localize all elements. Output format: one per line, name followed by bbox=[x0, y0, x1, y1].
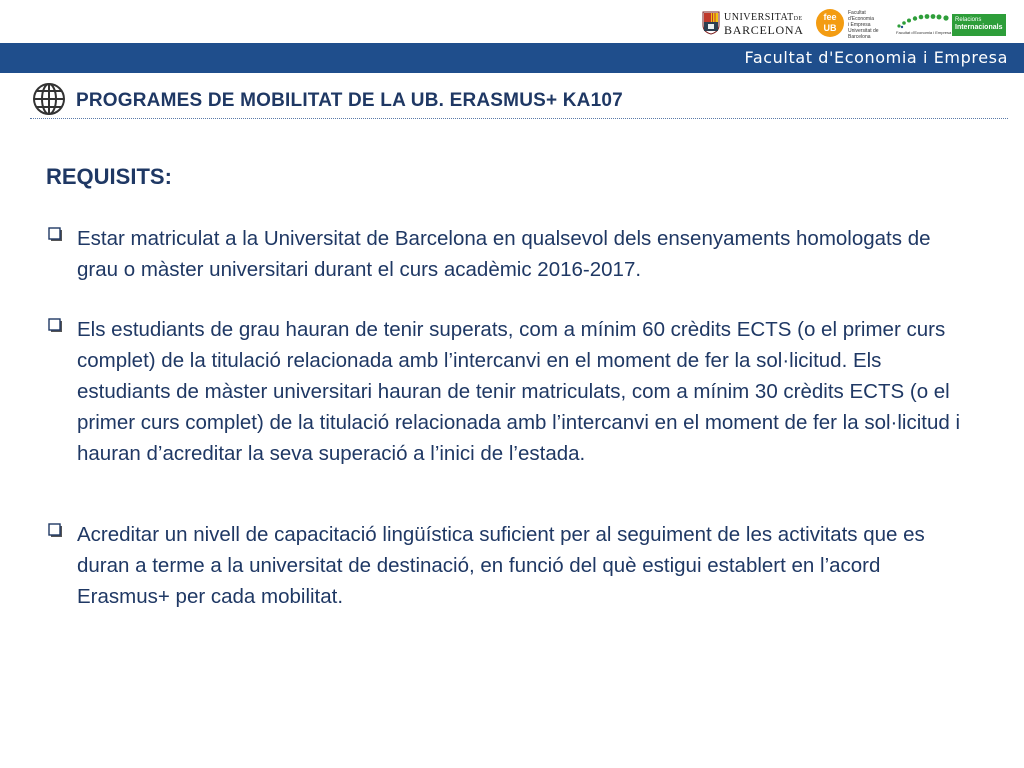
fee-ub-logo bbox=[816, 8, 892, 40]
header-logos bbox=[700, 8, 1016, 40]
slide-title-bar bbox=[30, 80, 1008, 119]
slide-title: PROGRAMES DE MOBILITAT DE LA UB. ERASMUS+ KA107 bbox=[76, 90, 623, 111]
requirements-heading: REQUISITS: bbox=[46, 164, 172, 189]
checkbox-bullet-icon bbox=[48, 227, 63, 242]
requirement-item bbox=[46, 314, 976, 469]
faculty-banner bbox=[0, 43, 1024, 73]
requirement-text: Estar matriculat a la Universitat de Barcelona en qualsevol dels ensenyaments homologats de grau o màster universitari durant el curs acadèmic 2016-2017. bbox=[77, 227, 931, 281]
requirement-item bbox=[46, 223, 976, 285]
fee-badge: fee UB bbox=[816, 9, 844, 37]
requirement-text: Acreditar un nivell de capacitació lingüística suficient per al seguiment de les activitats que es duran a terme a la universitat de destinació, en funció del què estigui establert en l’acord Erasmus+ per cada mobilitat. bbox=[77, 523, 925, 608]
requirement-text: Els estudiants de grau hauran de tenir superats, com a mínim 60 crèdits ECTS (o el primer curs complet) de la titulació relacionada amb l’intercanvi en el moment de fer la sol·licitud. Els estudiants de màster universitari hauran de tenir matriculats, com a mínim 30 crèdits ECTS (o el primer curs complet) de la titulació relacionada amb l’intercanvi en el moment de fer la sol·licitud i hauran d’acreditar la seva superació a l’inici de l’estada. bbox=[77, 318, 961, 465]
ub-shield-icon bbox=[702, 11, 720, 35]
relacions-internacionals-logo: Relacions Internacionals bbox=[952, 14, 1006, 36]
globe-icon bbox=[32, 82, 66, 116]
dots-arc-icon bbox=[896, 12, 952, 30]
fee-wordmark: Facultat d'Economia i Empresa Universitat de Barcelona bbox=[848, 10, 879, 40]
requirement-item bbox=[46, 519, 976, 612]
ub-wordmark: UNIVERSITATDE BARCELONA bbox=[724, 12, 804, 37]
checkbox-bullet-icon bbox=[48, 523, 63, 538]
banner-title: Facultat d'Economia i Empresa bbox=[744, 48, 1008, 67]
ub-logo bbox=[700, 10, 808, 38]
dots-logo: Facultat d'Economia i Empresa bbox=[896, 12, 952, 38]
checkbox-bullet-icon bbox=[48, 318, 63, 333]
